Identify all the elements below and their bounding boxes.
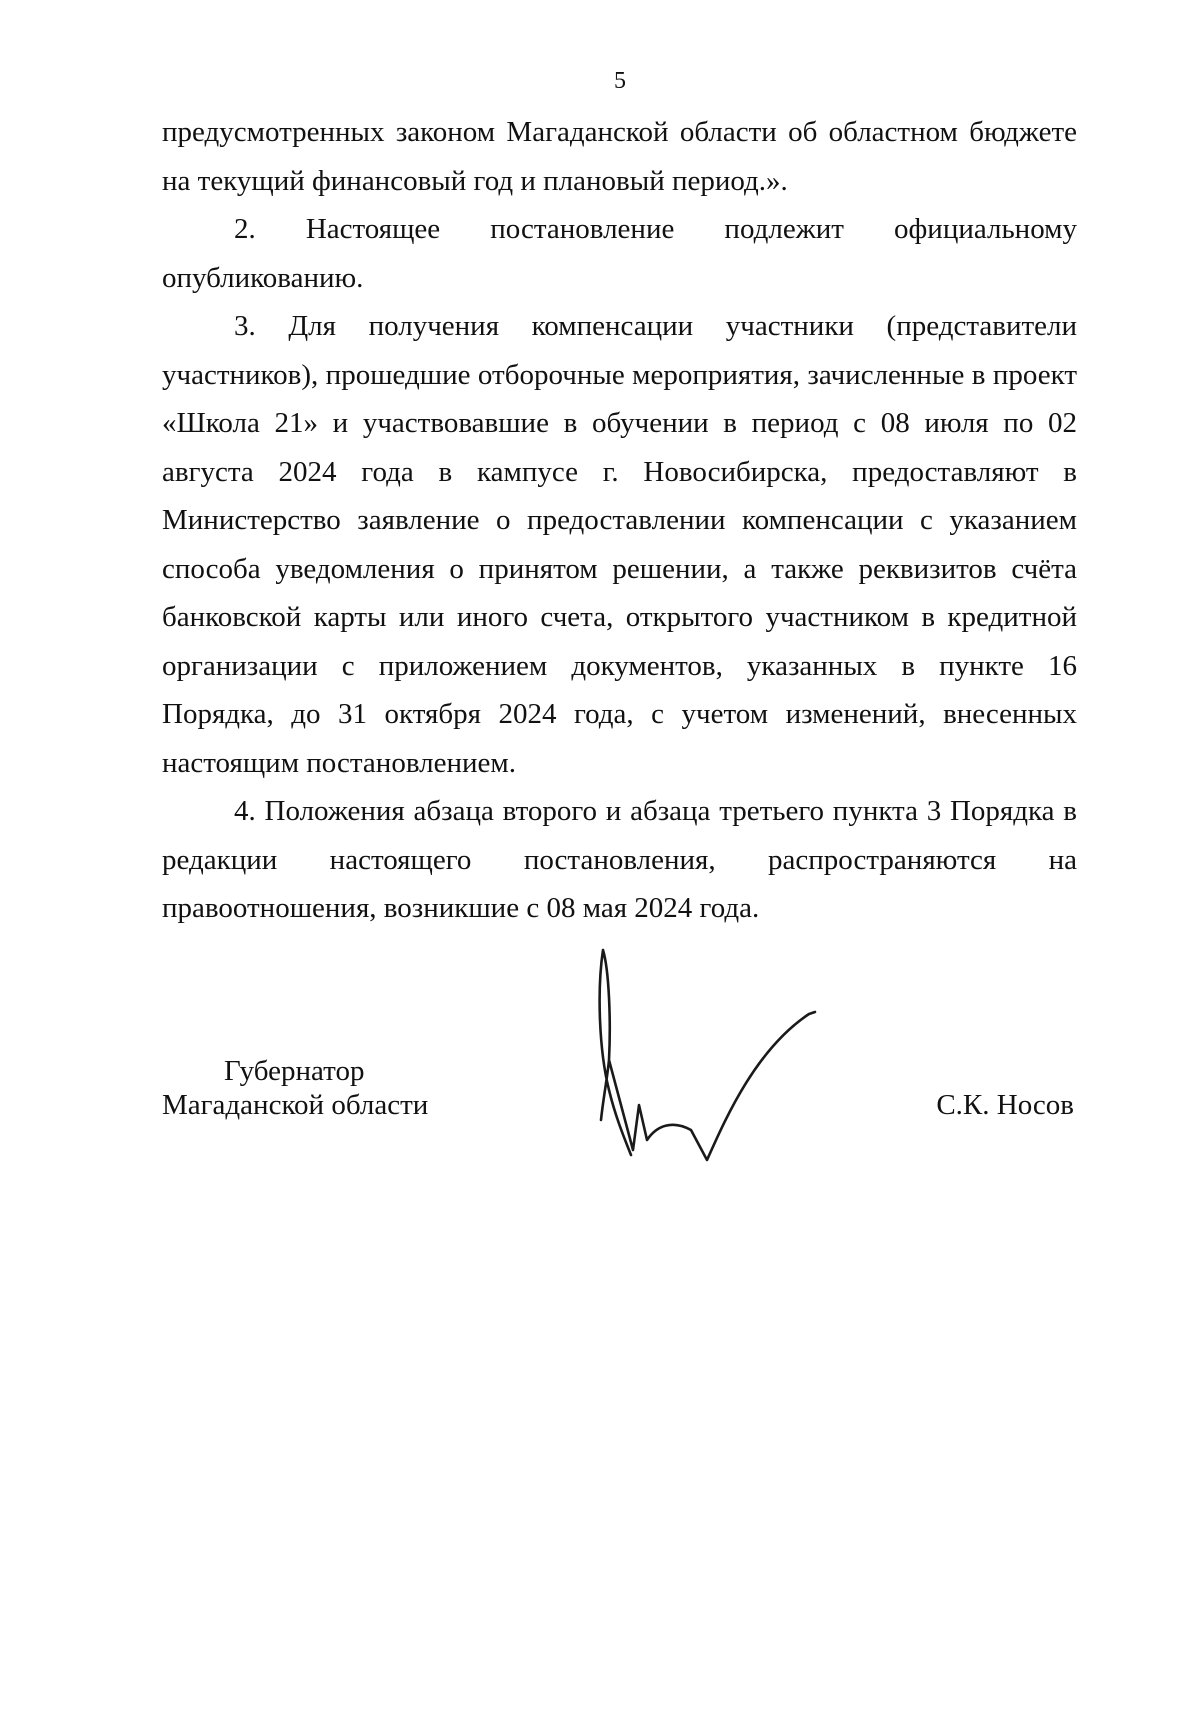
paragraph-3: 3. Для получения компенсации участники (представители участников), прошедшие отборочные мероприятия, зачисленные в проект «Школа 21» и участвовавшие в обучении в период с 08 июля по 02 августа 2024 года в кампусе г. Новосибирска, предоставляют в Министерство заявление о предоставлении компенсации с указанием способа уведомления о принятом решении, а также реквизитов счёта банковской карты или иного счета, открытого участником в кредитной организации с приложением документов, указанных в пункте 16 Порядка, до 31 октября 2024 года, с учетом изменений, внесенных настоящим постановлением. xyxy=(162,310,1077,779)
signatory-position xyxy=(162,1054,428,1122)
signatory-title: Губернатор xyxy=(224,1055,365,1087)
signatory-region: Магаданской области xyxy=(162,1089,429,1121)
paragraph-2: 2. Настоящее постановление подлежит официальному опубликованию. xyxy=(162,213,1077,294)
page-number: 5 xyxy=(614,68,626,94)
signatory-name: С.К. Носов xyxy=(936,1089,1074,1121)
paragraph-continuation: предусмотренных законом Магаданской области об областном бюджете на текущий финансовый год и плановый период.». xyxy=(162,116,1077,197)
handwritten-signature xyxy=(595,930,845,1190)
paragraph-4: 4. Положения абзаца второго и абзаца третьего пункта 3 Порядка в редакции настоящего постановления, распространяются на правоотношения, возникшие с 08 мая 2024 года. xyxy=(162,795,1077,924)
signature-stroke xyxy=(600,950,815,1160)
document-body xyxy=(162,108,1077,933)
